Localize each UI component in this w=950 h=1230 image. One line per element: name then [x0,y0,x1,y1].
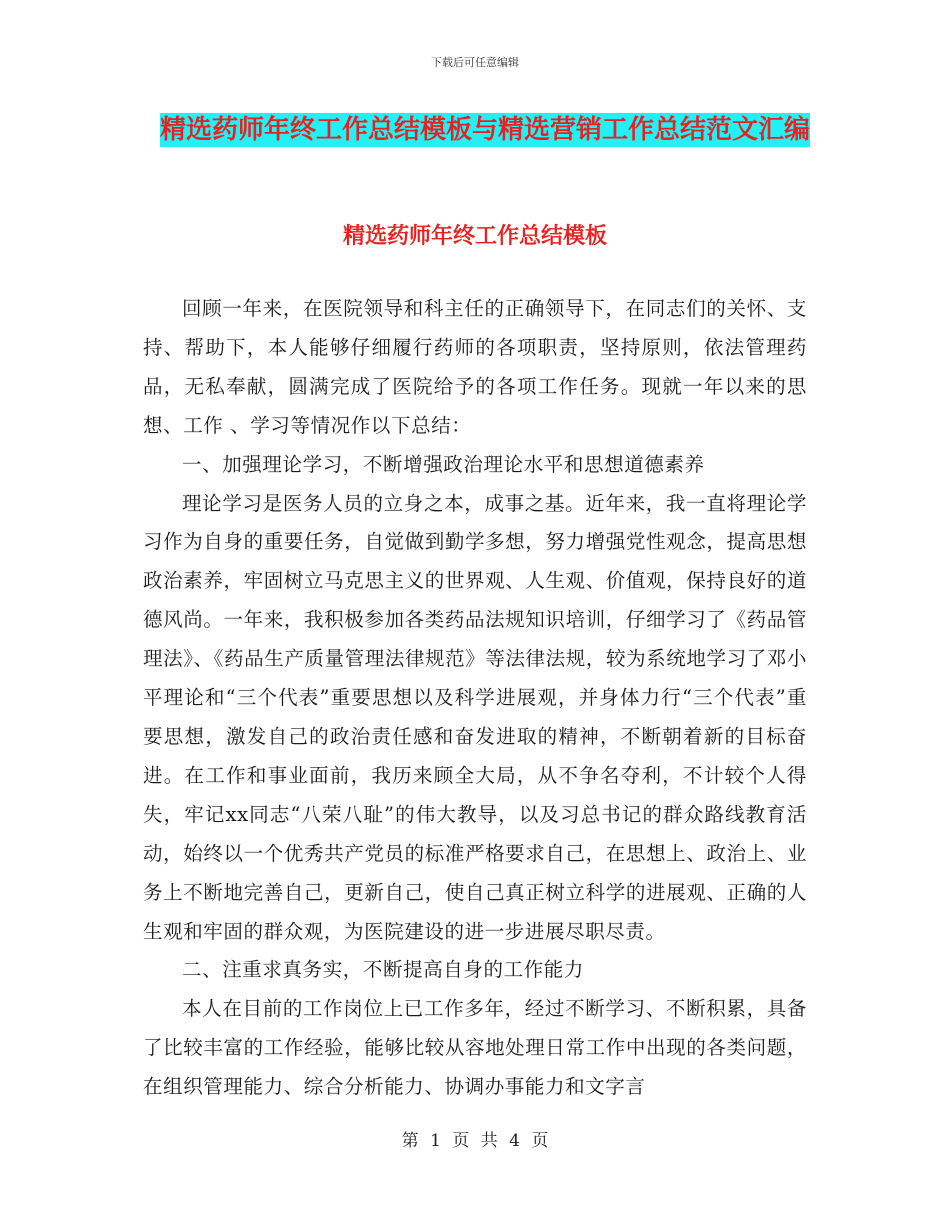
document-body [143,290,807,1107]
document-title [150,108,820,152]
download-note: 下载后可任意编辑 [431,56,519,69]
document-title-text: 精选药师年终工作总结模板与精选营销工作总结范文汇编 [159,115,810,145]
section-title: 精选药师年终工作总结模板 [342,223,607,249]
paragraph: 理论学习是医务人员的立身之本，成事之基。近年来，我一直将理论学习作为自身的重要任务，自觉做到勤学多想，努力增强党性观念，提高思想政治素养，牢固树立马克思主义的世界观、人生观、价值观，保持良好的道德风尚。一年来，我积极参加各类药品法规知识培训，仔细学习了《药品管理法》、《药品生产质量管理法律规范》等法律法规，较为系统地学习了邓小平理论和“三个代表”重要思想以及科学进展观，并身体力行“三个代表”重要思想，激发自己的政治责任感和奋发进取的精神，不断朝着新的目标奋进。在工作和事业面前，我历来顾全大局，从不争名夺利，不计较个人得失，牢记xx同志“八荣八耻”的伟大教导，以及习总书记的群众路线教育活动，始终以一个优秀共产党员的标准严格要求自己，在思想上、政治上、业务上不断地完善自己，更新自己，使自己真正树立科学的进展观、正确的人生观和牢固的群众观，为医院建设的进一步进展尽职尽责。 [143,491,807,943]
paragraph: 本人在目前的工作岗位上已工作多年，经过不断学习、不断积累，具备了比较丰富的工作经验，能够比较从容地处理日常工作中出现的各类问题，在组织管理能力、综合分析能力、协调办事能力和文字言 [143,997,807,1099]
page-number: 第 1 页 共 4 页 [401,1131,549,1151]
paragraph-heading: 一、加强理论学习，不断增强政治理论水平和思想道德素养 [182,452,705,476]
paragraph: 回顾一年来，在医院领导和科主任的正确领导下，在同志们的关怀、支持、帮助下，本人能够仔细履行药师的各项职责，坚持原则，依法管理药品，无私奉献，圆满完成了医院给予的各项工作任务。现就一年以来的思想、工作 、学习等情况作以下总结： [143,297,807,437]
paragraph-heading: 二、注重求真务实，不断提高自身的工作能力 [182,958,585,982]
